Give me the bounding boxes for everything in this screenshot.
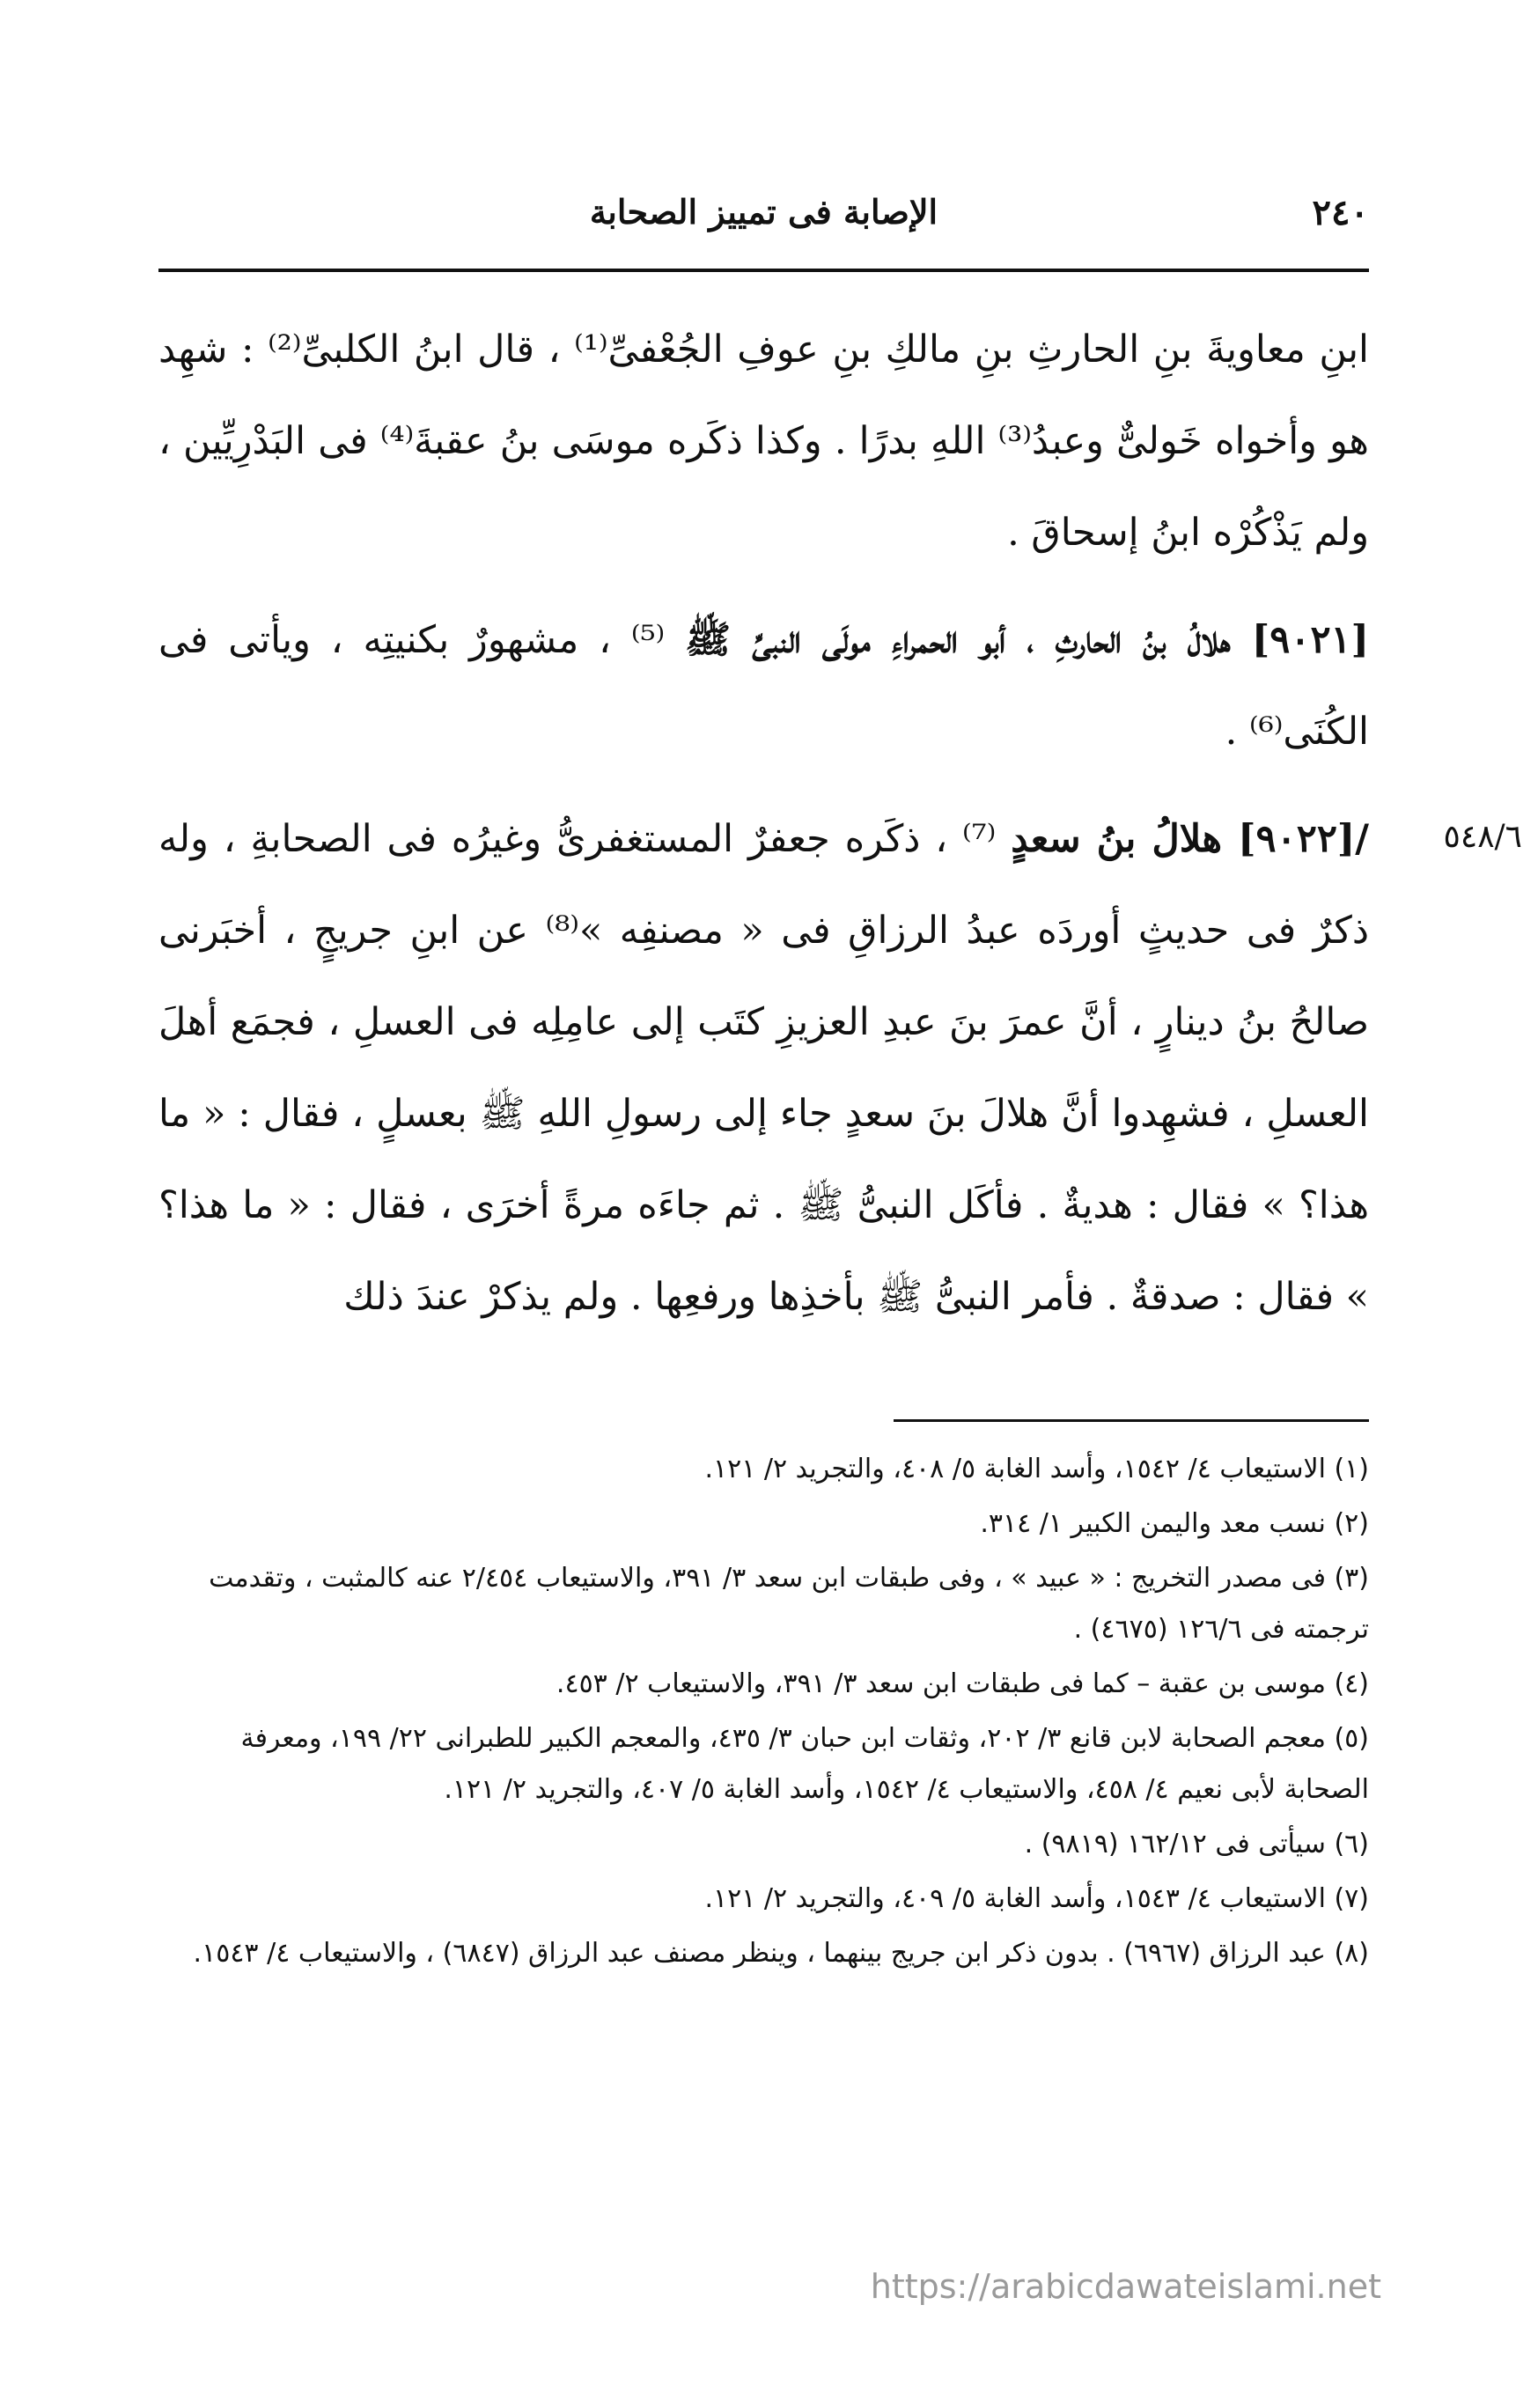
entry-heading: /[٩٠٢٢] هلالُ بنُ سعدٍ — [1011, 817, 1369, 861]
paragraph-continuation — [158, 304, 1369, 578]
entry-heading: [٩٠٢١] هلالُ بنُ الحارثِ ، أبو الحمراءِ مولَى النبىِّ ﷺ — [685, 618, 1370, 662]
entry-9022 — [158, 793, 1369, 1343]
footnote: (٧) الاستيعاب ٤/ ١٥٤٣، وأسد الغابة ٥/ ٤٠٩، والتجريد ٢/ ١٢١. — [704, 1883, 1369, 1914]
footnotes — [158, 1444, 1369, 1983]
main-text — [158, 304, 1369, 1359]
entry-text: ⁽⁷⁾ ، ذكَره جعفرٌ المستغفرىُّ وغيرُه فى الصحابةِ ، وله ذكرٌ فى حديثٍ أوردَه عبدُ الرزاقِ فى « مصنفِه »⁽⁸⁾ عن ابنِ جريجٍ ، أخبَرنى صالحُ بنُ دينارٍ ، أنَّ عمرَ بنَ عبدِ العزيزِ كتَب إلى عامِلِه فى العسلِ ، فجمَع أهلَ العسلِ ، فشهِدوا أنَّ هلالَ بنَ سعدٍ جاء إلى رسولِ اللهِ ﷺ بعسلٍ ، فقال : « ما هذا؟ » فقال : هديةٌ . فأكَل النبىُّ ﷺ . ثم جاءَه مرةً أخرَى ، فقال : « ما هذا؟ » فقال : صدقةٌ . فأمر النبىُّ ﷺ بأخذِها ورفعِها . ولم يذكرْ عندَ ذلك — [158, 817, 1370, 1319]
margin-volume-page-ref: ٥٤٨/٦ — [1443, 819, 1522, 855]
source-watermark: https://arabicdawateislami.net — [870, 2267, 1381, 2306]
footnote: (١) الاستيعاب ٤/ ١٥٤٢، وأسد الغابة ٥/ ٤٠٨، والتجريد ٢/ ١٢١. — [704, 1454, 1369, 1484]
entry-text: ⁽⁵⁾ ، مشهورٌ بكنيتِه ، ويأتى فى الكُنَى⁽⁶⁾ . — [158, 618, 1369, 754]
footnote: (٨) عبد الرزاق (٦٩٦٧) . بدون ذكر ابن جريج بينهما ، وينظر مصنف عبد الرزاق (٦٨٤٧) ، والاستيعاب ٤/ ١٥٤٣. — [193, 1938, 1369, 1969]
footnote: (٥) معجم الصحابة لابن قانع ٣/ ٢٠٢، وثقات ابن حبان ٣/ ٤٣٥، والمعجم الكبير للطبرانى ٢٢/ ١٩٩، ومعرفة الصحابة لأبى نعيم ٤/ ٤٥٨، والاستيعاب ٤/ ١٥٤٢، وأسد الغابة ٥/ ٤٠٧، والتجريد ٢/ ١٢١. — [240, 1723, 1369, 1805]
header-divider — [158, 269, 1369, 272]
paragraph-text: ابنِ معاويةَ بنِ الحارثِ بنِ مالكِ بنِ عوفِ الجُعْفىِّ⁽¹⁾ ، قال ابنُ الكلبىِّ⁽²⁾ : شهِد هو وأخواه خَولىٌّ وعبدُ⁽³⁾ اللهِ بدرًا . وكذا ذكَره موسَى بنُ عقبةَ⁽⁴⁾ فى البَدْرِيِّين ، ولم يَذْكُرْه ابنُ إسحاقَ . — [158, 328, 1369, 555]
page-number: ٢٤٠ — [1312, 192, 1369, 233]
footnote: (٦) سيأتى فى ١٦٢/١٢ (٩٨١٩) . — [1024, 1829, 1369, 1859]
footnote: (٤) موسى بن عقبة – كما فى طبقات ابن سعد ٣/ ٣٩١، والاستيعاب ٢/ ٤٥٣. — [556, 1668, 1369, 1699]
footnote: (٢) نسب معد واليمن الكبير ١/ ٣١٤. — [980, 1508, 1369, 1539]
footnote-divider — [894, 1419, 1369, 1422]
page-header — [158, 185, 1369, 238]
footnote: (٣) فى مصدر التخريج : « عبيد » ، وفى طبقات ابن سعد ٣/ ٣٩١، والاستيعاب ٢/٤٥٤ عنه كالمثبت ، وتقدمت ترجمته فى ١٢٦/٦ (٤٦٧٥) . — [209, 1563, 1369, 1645]
entry-9021 — [158, 594, 1369, 777]
page-title: الإصابة فى تمييز الصحابة — [589, 192, 938, 232]
